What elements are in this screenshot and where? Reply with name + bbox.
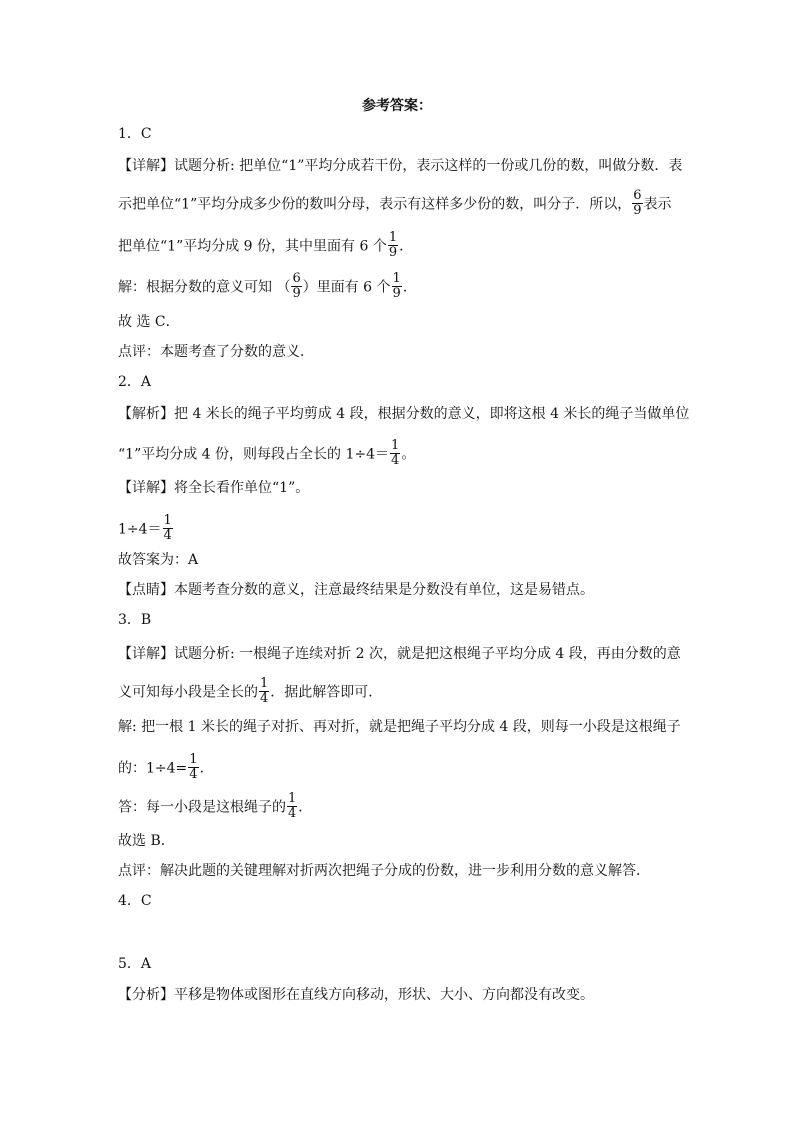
fraction-numerator: 1 — [392, 271, 401, 286]
fraction-1-9 — [392, 272, 402, 301]
fraction-numerator: 1 — [163, 513, 172, 528]
q1-detail-line2-tail: 表示 — [643, 196, 672, 213]
q3-detail-line2 — [118, 676, 383, 706]
q1-detail-line3-tail: ． — [399, 238, 414, 255]
q3-choice: 故选 B． — [118, 833, 175, 849]
q2-calculation — [118, 513, 174, 543]
fraction-1-4 — [259, 677, 269, 706]
fraction-denominator: 4 — [189, 767, 198, 782]
q3-solution-line2-tail: ． — [199, 760, 214, 777]
q2-analysis-line2 — [118, 438, 416, 468]
q2-analysis-line2-tail: 。 — [401, 446, 416, 463]
q3-answer-statement — [118, 791, 313, 821]
q1-detail-line1: 【详解】试题分析: 把单位“1”平均分成若干份，表示这样的一份或几份的数，叫做分数．表 — [118, 158, 683, 174]
fraction-denominator: 4 — [288, 806, 297, 821]
q1-solution-mid: ）里面有 6 个 — [302, 279, 391, 296]
page-title: 参考答案： — [362, 98, 432, 114]
fraction-numerator: 1 — [260, 676, 269, 691]
q1-choice: 故 选 C． — [118, 314, 180, 330]
q3-comment: 点评：解决此题的关键理解对折两次把绳子分成的份数，进一步利用分数的意义解答． — [118, 863, 650, 879]
q3-solution-line1: 解: 把一根 1 米长的绳子对折、再对折，就是把绳子平均分成 4 段，则每一小段是这根绳子 — [118, 719, 681, 735]
fraction-numerator: 1 — [189, 752, 198, 767]
fraction-numerator: 6 — [292, 271, 301, 286]
fraction-denominator: 4 — [163, 528, 172, 543]
fraction-denominator: 9 — [392, 286, 401, 301]
q2-analysis-line1: 【解析】把 4 米长的绳子平均剪成 4 段，根据分数的意义，即将这根 4 米长的绳子当做单位 — [118, 406, 690, 422]
q3-solution-line2 — [118, 752, 214, 782]
q1-detail-line3-text: 把单位“1”平均分成 9 份，其中里面有 6 个 — [118, 238, 387, 255]
q3-detail-line2-tail: ．据此解答即可． — [270, 684, 383, 701]
fraction-1-4 — [390, 439, 400, 468]
q3-answer-statement-tail: ． — [298, 799, 313, 816]
q2-comment: 【点睛】本题考查分数的意义，注意最终结果是分数没有单位，这是易错点。 — [118, 582, 594, 598]
q2-answer: 2．A — [118, 374, 152, 390]
fraction-numerator: 1 — [288, 791, 297, 806]
fraction-1-4 — [163, 514, 173, 543]
q4-answer: 4．C — [118, 893, 152, 909]
fraction-1-9 — [388, 231, 398, 260]
fraction-numerator: 1 — [388, 230, 398, 245]
fraction-denominator: 9 — [388, 245, 398, 260]
q1-solution-tail: ． — [402, 279, 417, 296]
q3-solution-line2-text: 的：1÷4= — [118, 760, 188, 777]
q2-calculation-text: 1÷4＝ — [118, 521, 162, 538]
q1-answer: 1．C — [118, 126, 152, 142]
fraction-numerator: 1 — [391, 438, 400, 453]
fraction-denominator: 4 — [260, 691, 269, 706]
q5-analysis: 【分析】平移是物体或图形在直线方向移动，形状、大小、方向都没有改变。 — [118, 987, 594, 1003]
q2-final: 故答案为：A — [118, 552, 199, 568]
fraction-6-9 — [632, 189, 642, 218]
q2-detail: 【详解】将全长看作单位“1”。 — [118, 480, 310, 496]
fraction-denominator: 9 — [292, 286, 301, 301]
q3-answer: 3．B — [118, 612, 152, 628]
q2-analysis-line2-text: “1”平均分成 4 份，则每段占全长的 1÷4＝ — [118, 446, 390, 463]
q5-answer: 5．A — [118, 956, 152, 972]
fraction-1-4 — [287, 792, 297, 821]
fraction-6-9 — [291, 272, 301, 301]
q1-solution — [118, 271, 417, 301]
q1-detail-line2 — [118, 188, 672, 218]
q3-detail-line2-text: 义可知每小段是全长的 — [118, 684, 258, 701]
q3-detail-line1: 【详解】试题分析: 一根绳子连续对折 2 次，就是把这根绳子平均分成 4 段，再由分数的意 — [118, 646, 681, 662]
q1-comment: 点评：本题考查了分数的意义． — [118, 344, 314, 360]
q1-detail-line2-text: 示把单位“1”平均分成多少份的数叫分母，表示有这样多少份的数，叫分子．所以， — [118, 196, 632, 213]
fraction-1-4 — [188, 753, 198, 782]
fraction-denominator: 9 — [633, 203, 642, 218]
q3-answer-statement-text: 答：每一小段是这根绳子的 — [118, 799, 286, 816]
fraction-denominator: 4 — [391, 453, 400, 468]
fraction-numerator: 6 — [633, 188, 642, 203]
q1-detail-line3 — [118, 230, 414, 260]
q1-solution-text: 解：根据分数的意义可知 （ — [118, 279, 291, 296]
